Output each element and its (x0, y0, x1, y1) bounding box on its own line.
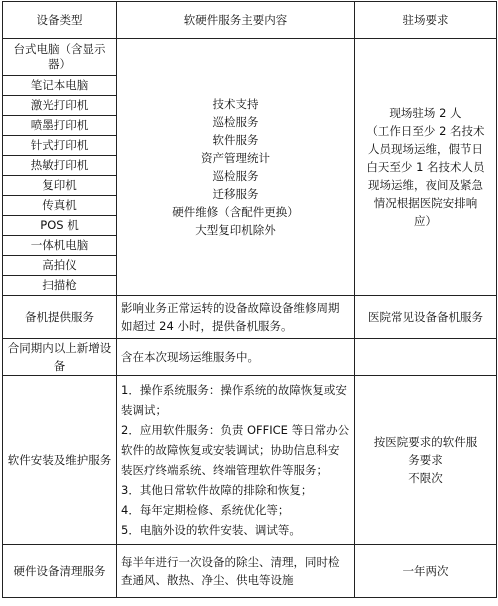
device-type-cell: POS 机 (3, 216, 117, 236)
device-type-cell: 针式打印机 (3, 136, 117, 156)
device-type-cell: 传真机 (3, 196, 117, 216)
list-item: 3．其他日常软件故障的排除和恢复； (121, 483, 313, 497)
header-device-type: 设备类型 (3, 2, 117, 39)
header-row (3, 2, 497, 39)
service-table (2, 1, 497, 598)
header-service-content: 软硬件服务主要内容 (117, 2, 355, 39)
requirement-line: 不限次 (408, 471, 443, 485)
onsite-line: 应） (414, 214, 437, 228)
service-item: 资产管理统计 (201, 151, 270, 165)
onsite-requirement-cell (355, 39, 497, 296)
onsite-line: 情况根据医院安排响 (373, 196, 478, 210)
onsite-line: 人员现场运维，假节日 (368, 142, 483, 156)
row-content-cell (117, 376, 355, 545)
row-requirement-cell (355, 376, 497, 545)
table-row (3, 545, 497, 598)
requirement-line: 务要求 (408, 453, 443, 467)
service-item: 硬件维修（含配件更换） (172, 205, 299, 219)
row-type-cell: 备机提供服务 (3, 296, 117, 339)
table-row (3, 376, 497, 545)
list-item: 4．每年定期检修、系统优化等； (121, 503, 290, 517)
row-requirement-cell (355, 339, 497, 376)
row-content-cell: 每半年进行一次设备的除尘、清理，同时检查通风、散热、净尘、供电等设施 (117, 545, 355, 598)
table-row (3, 339, 497, 376)
service-item: 巡检服务 (212, 115, 259, 129)
service-item: 软件服务 (212, 133, 259, 147)
row-content-cell: 含在本次现场运维服务中。 (117, 339, 355, 376)
onsite-line: 白天至少 1 名技术人员 (366, 160, 485, 174)
row-type-cell: 软件安装及维护服务 (3, 376, 117, 545)
row-content-cell: 影响业务正常运转的设备故障设备维修周期如超过 24 小时，提供备机服务。 (117, 296, 355, 339)
onsite-line: 现场驻场 2 人 (389, 106, 462, 120)
list-item: 5．电脑外设的软件安装、调试等。 (121, 523, 301, 537)
row-requirement-cell: 医院常见设备备机服务 (355, 296, 497, 339)
device-type-cell: 热敏打印机 (3, 156, 117, 176)
device-type-cell: 复印机 (3, 176, 117, 196)
service-item: 巡检服务 (212, 169, 259, 183)
device-type-cell: 一体机电脑 (3, 236, 117, 256)
header-onsite-requirement: 驻场要求 (355, 2, 497, 39)
table-row (3, 296, 497, 339)
service-item: 技术支持 (212, 97, 259, 111)
device-type-cell: 扫描枪 (3, 276, 117, 296)
row-type-cell: 合同期内以上新增设备 (3, 339, 117, 376)
requirement-line: 按医院要求的软件服 (373, 435, 478, 449)
list-item: 1．操作系统服务：操作系统的故障恢复或安装调试； (121, 383, 347, 417)
row-type-cell: 硬件设备清理服务 (3, 545, 117, 598)
services-cell (117, 39, 355, 296)
device-type-cell: 台式电脑（含显示器） (3, 39, 117, 76)
device-type-cell: 笔记本电脑 (3, 76, 117, 96)
row-requirement-cell: 一年两次 (355, 545, 497, 598)
onsite-line: 现场运维，夜间及紧急 (368, 178, 483, 192)
onsite-line: （工作日至少 2 名技术 (366, 124, 485, 138)
device-type-cell: 激光打印机 (3, 96, 117, 116)
service-item: 迁移服务 (212, 187, 259, 201)
device-type-cell: 高拍仪 (3, 256, 117, 276)
service-item: 大型复印机除外 (195, 223, 276, 237)
device-type-cell: 喷墨打印机 (3, 116, 117, 136)
list-item: 2．应用软件服务：负责 OFFICE 等日常办公软件的故障恢复或安装调试；协助信息科安装医疗终端系统、终端管理软件等服务； (121, 423, 350, 477)
